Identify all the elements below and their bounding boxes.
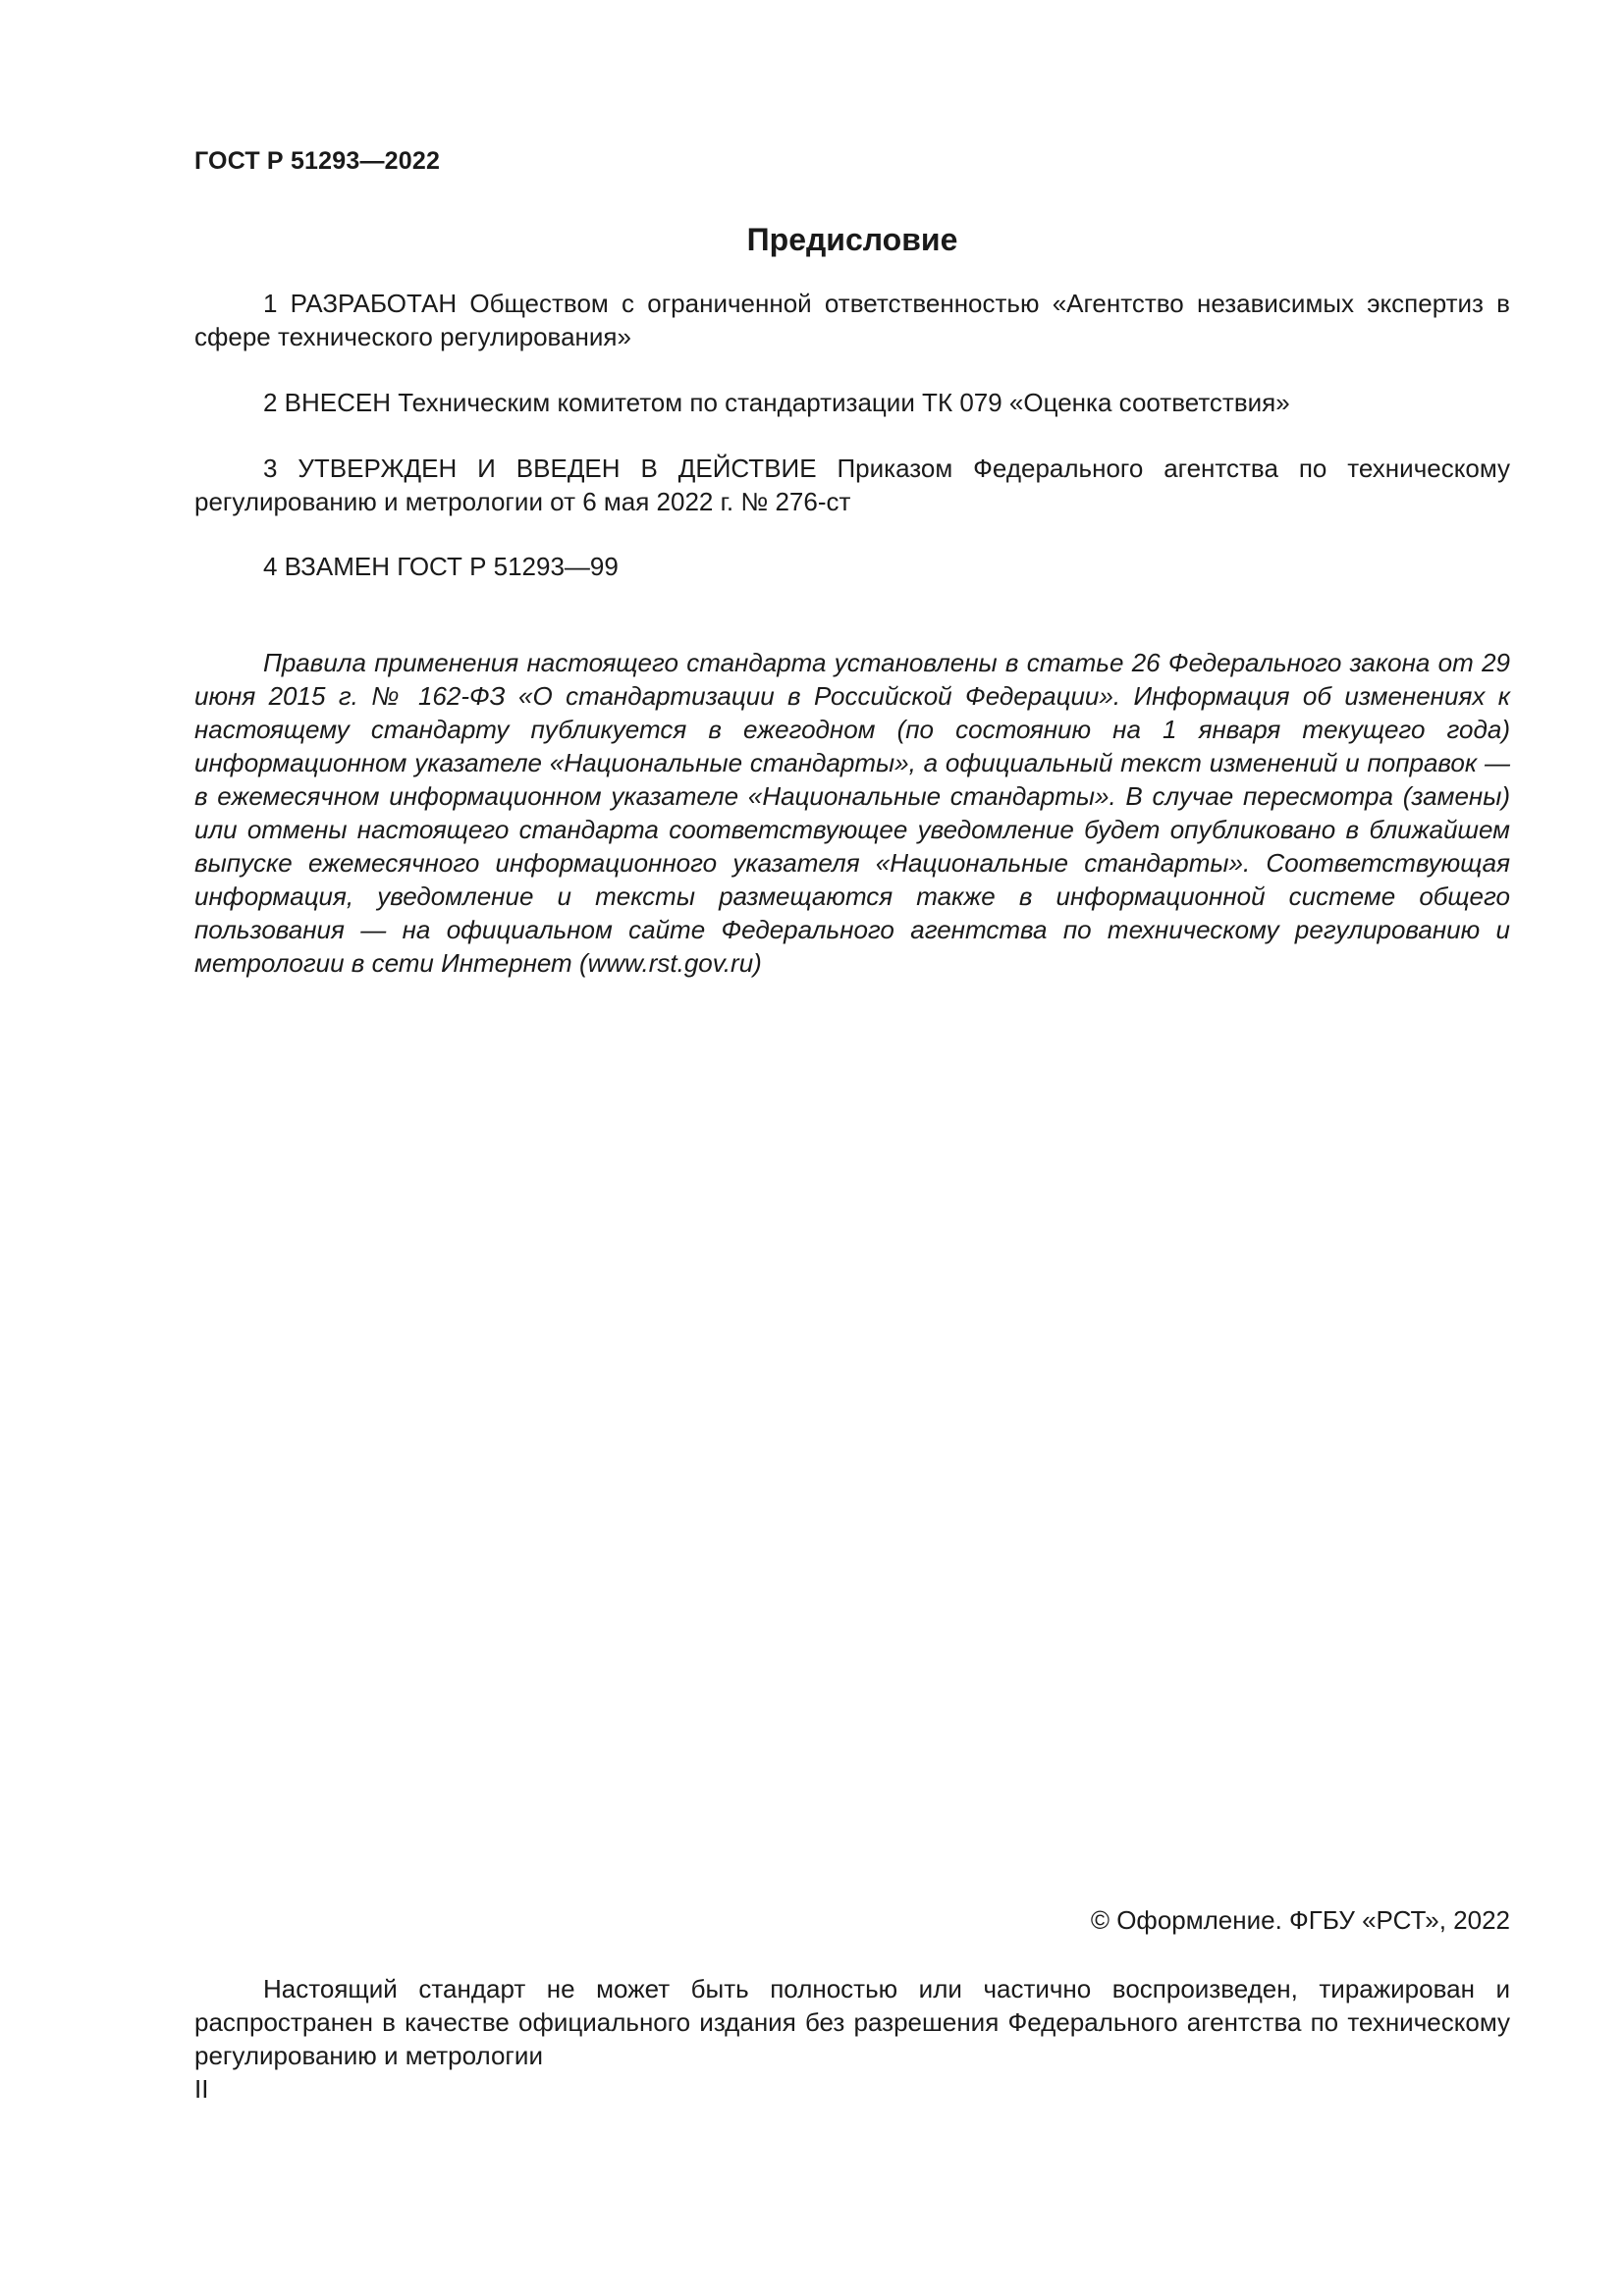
page-title: Предисловие (746, 222, 958, 257)
foreword-item-approved: 3 УТВЕРЖДЕН И ВВЕДЕН В ДЕЙСТВИЕ Приказом Федерального агентства по техническому регулированию и метрологии от 6 мая 2022 г. № 276-ст (194, 454, 1510, 516)
copyright-notice: © Оформление. ФГБУ «РСТ», 2022 (1090, 1905, 1510, 1935)
reproduction-restriction: Настоящий стандарт не может быть полностью или частично воспроизведен, тиражирован и распространен в качестве официального издания без разрешения Федерального агентства по техническому регулированию и метрологии (194, 1974, 1510, 2070)
page-number: II (194, 2074, 209, 2104)
foreword-item-replaces: 4 ВЗАМЕН ГОСТ Р 51293—99 (263, 552, 619, 581)
document-code: ГОСТ Р 51293—2022 (194, 147, 441, 175)
foreword-item-developed: 1 РАЗРАБОТАН Обществом с ограниченной ответственностью «Агентство независимых экспертиз в сфере технического регулирования» (194, 289, 1510, 351)
application-rules-notice: Правила применения настоящего стандарта установлены в статье 26 Федерального закона от 29 июня 2015 г. № 162-ФЗ «О стандартизации в Российской Федерации». Информация об изменениях к настоящему стандарту публикуется в ежегодном (по состоянию на 1 января текущего года) информационном указателе «Национальные стандарты», а официальный текст изменений и поправок — в ежемесячном информационном указателе «Национальные стандарты». В случае пересмотра (замены) или отмены настоящего стандарта соответствующее уведомление будет опубликовано в ближайшем выпуске ежемесячного информационного указателя «Национальные стандарты». Соответствующая информация, уведомление и тексты размещаются также в информационной системе общего пользования — на официальном сайте Федерального агентства по техническому регулированию и метрологии в сети Интернет (www.rst.gov.ru) (194, 648, 1510, 978)
foreword-item-submitted: 2 ВНЕСЕН Техническим комитетом по стандартизации ТК 079 «Оценка соответствия» (263, 388, 1290, 417)
